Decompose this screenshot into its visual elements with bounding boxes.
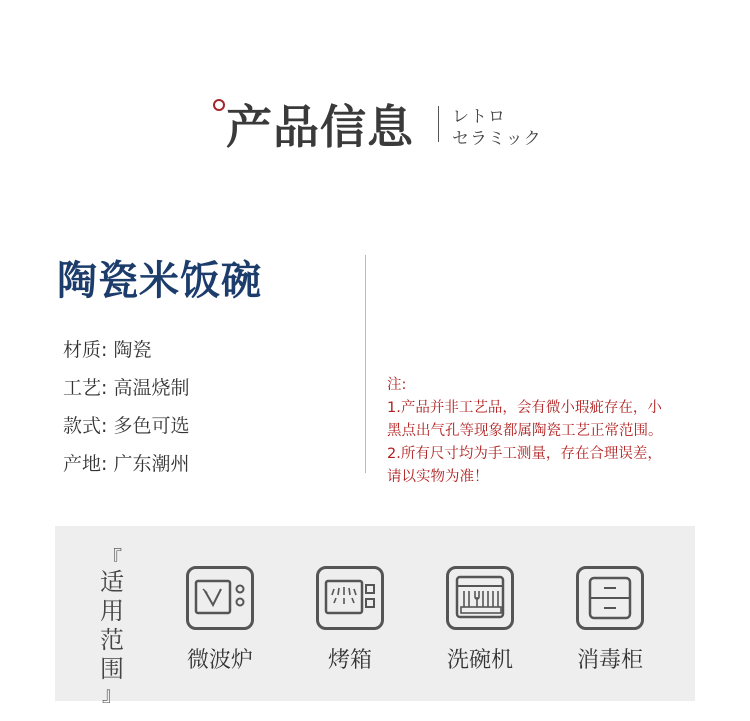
usage-label xyxy=(97,548,127,704)
notes-line: 1.产品并非工艺品，会有微小瑕疵存在，小 xyxy=(387,400,662,416)
usage-item-label: 烤箱 xyxy=(327,648,372,673)
usage-label-char: 用 xyxy=(100,597,124,625)
oven-icon xyxy=(316,566,384,630)
product-name: 陶瓷米饭碗 xyxy=(57,258,262,304)
notes-line: 黑点出气孔等现象都属陶瓷工艺正常范围。 xyxy=(387,423,663,439)
usage-label-char: 围 xyxy=(100,655,124,683)
notes-line: 请以实物为准！ xyxy=(387,469,489,485)
spec-label: 材质: xyxy=(63,339,108,361)
sterilizer-cabinet-icon xyxy=(576,566,644,630)
usage-label-char: 适 xyxy=(100,568,124,596)
usage-item-microwave xyxy=(175,566,265,674)
spec-row-origin xyxy=(63,450,189,488)
open-bracket: 『 xyxy=(102,546,122,570)
usage-item-label: 微波炉 xyxy=(186,648,253,673)
spec-label: 工艺: xyxy=(63,377,108,399)
title-subtitle-line2: セラミック xyxy=(452,129,542,149)
title-accent-dot xyxy=(213,99,225,111)
dishwasher-icon xyxy=(446,566,514,630)
spec-row-process xyxy=(63,374,189,412)
notes-heading: 注: xyxy=(387,377,407,393)
usage-item-label: 洗碗机 xyxy=(446,648,513,673)
spec-value: 多色可选 xyxy=(113,415,190,437)
notes-line: 2.所有尺寸均为手工测量，存在合理误差， xyxy=(387,446,662,462)
usage-panel xyxy=(55,526,695,706)
spec-row-style xyxy=(63,412,189,450)
spec-list xyxy=(63,336,189,488)
usage-item-label: 消毒柜 xyxy=(576,648,643,673)
spec-value: 陶瓷 xyxy=(113,339,152,361)
spec-value: 高温烧制 xyxy=(113,377,190,399)
spec-value: 广东潮州 xyxy=(113,453,190,475)
section-divider xyxy=(365,255,366,473)
usage-item-dishwasher xyxy=(435,566,525,674)
notes-block xyxy=(387,374,737,489)
microwave-icon xyxy=(186,566,254,630)
spec-row-material xyxy=(63,336,189,374)
usage-label-char: 范 xyxy=(100,626,124,654)
usage-item-sterilizer xyxy=(565,566,655,674)
usage-item-oven xyxy=(305,566,395,674)
title-subtitle-line1: レトロ xyxy=(452,107,506,127)
spec-label: 款式: xyxy=(63,415,108,437)
page-title: 产品信息 xyxy=(226,100,414,154)
title-divider xyxy=(438,106,439,142)
spec-label: 产地: xyxy=(63,453,108,475)
close-bracket: 』 xyxy=(102,682,122,706)
